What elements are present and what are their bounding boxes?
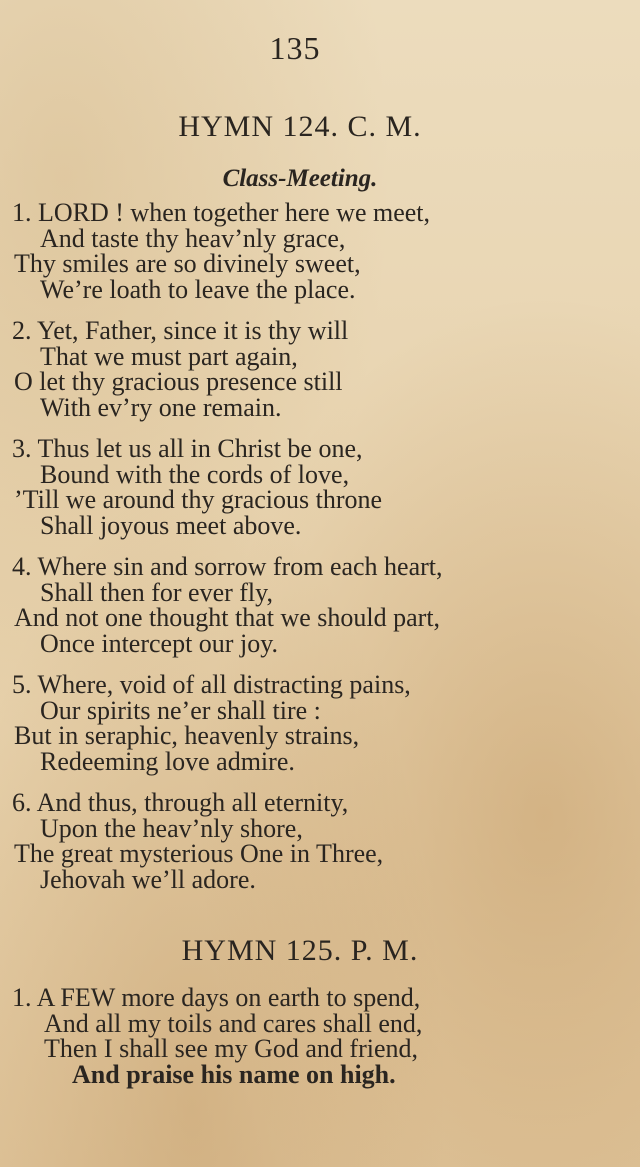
stanza-line: And all my toils and cares shall end,: [44, 1008, 423, 1038]
stanza-line: But in seraphic, heavenly strains,: [14, 721, 360, 751]
hymn-124-stanza-6: [0, 790, 630, 892]
stanza-line: That we must part again,: [40, 341, 298, 371]
page-number: 135: [269, 30, 321, 66]
stanza-line: Our spirits ne’er shall tire :: [40, 695, 321, 725]
stanza-line: 2. Yet, Father, since it is thy will: [12, 316, 349, 345]
stanza-line: Redeeming love admire.: [40, 746, 295, 776]
stanza-line: 4. Where sin and sorrow from each heart,: [12, 552, 443, 581]
stanza-line: 5. Where, void of all distracting pains,: [12, 670, 411, 699]
stanza-line: 6. And thus, through all eternity,: [12, 788, 349, 817]
hymn-124-stanza-5: [0, 672, 630, 774]
stanza-line: With ev’ry one remain.: [40, 392, 282, 422]
hymn-124-stanza-3: [0, 436, 630, 538]
hymn-124-stanza-4: [0, 554, 630, 656]
stanza-line: Shall joyous meet above.: [40, 510, 302, 540]
hymn-124-stanza-2: [0, 318, 630, 420]
hymn-125-title: HYMN 125. P. M.: [181, 934, 419, 967]
hymn-125-stanza-1: [0, 985, 630, 1087]
hymn-124-subtitle: Class-Meeting.: [222, 165, 378, 192]
hymn-124-stanza-1: [0, 200, 630, 302]
stanza-line: O let thy gracious presence still: [14, 367, 343, 397]
stanza-line: We’re loath to leave the place.: [40, 274, 356, 304]
stanza-line: The great mysterious One in Three,: [14, 839, 384, 869]
stanza-line: Jehovah we’ll adore.: [40, 864, 256, 894]
stanza-line: Once intercept our joy.: [40, 628, 278, 658]
hymn-124-title: HYMN 124. C. M.: [178, 110, 422, 143]
stanza-line: Shall then for ever fly,: [40, 577, 273, 607]
stanza-line: And taste thy heav’nly grace,: [40, 223, 346, 253]
stanza-line: Upon the heav’nly shore,: [40, 813, 303, 843]
stanza-line: 3. Thus let us all in Christ be one,: [12, 434, 363, 463]
stanza-line: Then I shall see my God and friend,: [44, 1034, 419, 1064]
stanza-line: 1. LORD ! when together here we meet,: [12, 198, 431, 227]
stanza-line: Thy smiles are so divinely sweet,: [14, 249, 361, 279]
stanza-line: Bound with the cords of love,: [40, 459, 350, 489]
stanza-line: And not one thought that we should part,: [14, 603, 441, 633]
stanza-line: 1. A FEW more days on earth to spend,: [12, 983, 421, 1012]
stanza-line: And praise his name on high.: [72, 1059, 396, 1089]
stanza-line: ’Till we around thy gracious throne: [14, 485, 383, 515]
